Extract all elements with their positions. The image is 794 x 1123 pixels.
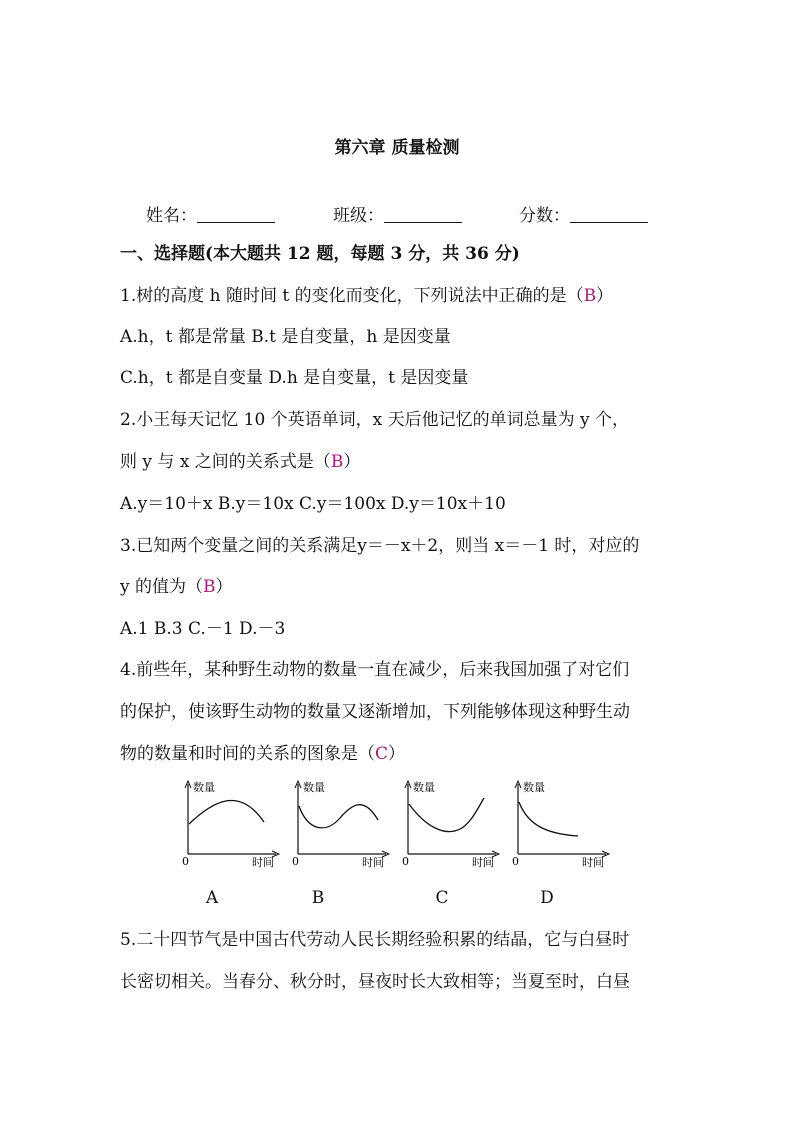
q1-text: 1.树的高度 h 随时间 t 的变化而变化，下列说法中正确的是（ (120, 286, 584, 306)
graph-b (290, 776, 400, 868)
question-2-stem-2 (120, 450, 360, 474)
graph-a-origin: 0 (182, 855, 189, 868)
question-3-options: A.1 B.3 C.－1 D.－3 (120, 619, 286, 639)
graph-d (510, 776, 620, 868)
score-field (519, 201, 648, 226)
q4-text: 物的数量和时间的关系的图象是（ (120, 744, 375, 764)
question-5-stem-2: 长密切相关。当春分、秋分时，昼夜时长大致相等；当夏至时，白昼 (120, 972, 630, 992)
graph-c-y-label: 数量 (413, 781, 435, 794)
q4-answer: C (375, 744, 389, 764)
name-field (146, 201, 275, 226)
graph-a-x-label: 时间 (252, 856, 274, 868)
graph-d-origin: 0 (512, 855, 519, 868)
graph-label-b: B (311, 888, 325, 908)
class-blank[interactable] (384, 206, 462, 223)
class-label: 班级： (333, 206, 384, 226)
page-title: 第六章 质量检测 (334, 138, 460, 158)
name-blank[interactable] (197, 206, 275, 223)
question-1-options-2: C.h，t 都是自变量 D.h 是自变量，t 是因变量 (120, 368, 469, 388)
question-4-stem-1: 4.前些年，某种野生动物的数量一直在减少，后来我国加强了对它们 (120, 660, 630, 680)
graph-c (400, 776, 510, 868)
graph-a (180, 776, 290, 868)
q2-answer: B (330, 452, 344, 472)
q1-answer: B (583, 286, 597, 306)
question-4-stem-2: 的保护，使该野生动物的数量又逐渐增加，下列能够体现这种野生动 (120, 702, 630, 722)
question-1-options-1: A.h，t 都是常量 B.t 是自变量，h 是因变量 (120, 327, 451, 347)
graph-c-origin: 0 (402, 855, 409, 868)
name-label: 姓名： (146, 206, 197, 226)
question-2-stem-1: 2.小王每天记忆 10 个英语单词，x 天后他记忆的单词总量为 y 个， (120, 410, 630, 430)
question-4-stem-3 (120, 742, 405, 766)
graph-label-a: A (205, 888, 219, 908)
class-field (333, 201, 462, 226)
q3-answer: B (203, 577, 216, 597)
graph-a-y-label: 数量 (193, 781, 215, 794)
score-blank[interactable] (570, 206, 648, 223)
graph-a-curve (189, 801, 264, 824)
q2-close: ） (343, 452, 361, 472)
score-label: 分数： (519, 206, 570, 226)
question-3-stem-1: 3.已知两个变量之间的关系满足y＝－x＋2，则当 x＝－1 时，对应的 (120, 536, 640, 556)
graph-d-y-label: 数量 (523, 781, 545, 794)
graph-label-c: C (435, 888, 449, 908)
graph-b-origin: 0 (292, 855, 299, 868)
question-5-stem-1: 5.二十四节气是中国古代劳动人民长期经验积累的结晶，它与白昼时 (120, 930, 630, 950)
q3-close: ） (215, 577, 233, 597)
q3-text: y 的值为（ (120, 577, 204, 597)
graph-c-curve (409, 798, 484, 832)
graph-d-curve (519, 802, 578, 836)
q1-close: ） (596, 286, 614, 306)
graph-d-x-label: 时间 (582, 856, 604, 868)
q4-close: ） (388, 744, 406, 764)
graph-label-d: D (540, 888, 554, 908)
question-2-options: A.y＝10＋x B.y＝10x C.y＝100x D.y＝10x＋10 (120, 494, 506, 514)
question-1-stem (120, 284, 613, 308)
graph-c-x-label: 时间 (472, 856, 494, 868)
q2-text: 则 y 与 x 之间的关系式是（ (120, 452, 331, 472)
question-3-stem-2 (120, 575, 233, 599)
graph-b-curve (299, 805, 378, 828)
graph-b-x-label: 时间 (362, 856, 384, 868)
section-heading: 一、选择题(本大题共 12 题，每题 3 分，共 36 分) (120, 244, 520, 264)
graph-b-y-label: 数量 (303, 781, 325, 794)
